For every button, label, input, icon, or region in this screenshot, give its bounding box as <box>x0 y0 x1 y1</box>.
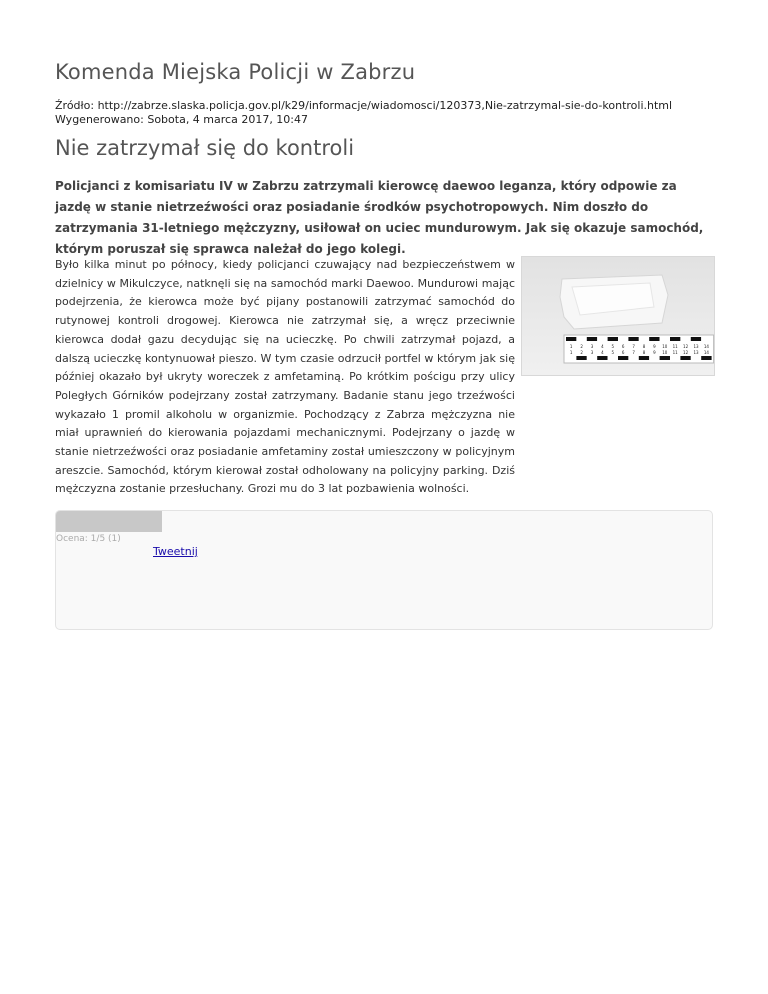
ruler-segment-bottom <box>660 356 670 360</box>
ruler-number: 5 <box>611 344 615 349</box>
ruler-number-bottom: 10 <box>662 350 668 355</box>
ruler-segment-top <box>691 337 701 341</box>
ruler-number-bottom: 3 <box>590 350 594 355</box>
ruler-number: 7 <box>632 344 635 349</box>
ruler-number-bottom: 5 <box>611 350 615 355</box>
ruler-segment-top <box>587 337 597 341</box>
ruler-segment-bottom <box>608 356 618 360</box>
ruler-number: 8 <box>642 344 646 349</box>
ruler-number: 11 <box>672 344 678 349</box>
evidence-photo[interactable] <box>521 256 715 376</box>
ruler-number-bottom: 9 <box>653 350 656 355</box>
ruler-segment-bottom <box>576 356 586 360</box>
ruler-number-bottom: 8 <box>642 350 646 355</box>
ruler-number-bottom: 14 <box>703 350 709 355</box>
ruler-number: 4 <box>601 344 604 349</box>
ruler-segment-bottom <box>628 356 638 360</box>
generated-date: Wygenerowano: Sobota, 4 marca 2017, 10:47 <box>55 113 309 126</box>
ruler-number-bottom: 11 <box>672 350 678 355</box>
ruler-number: 9 <box>653 344 656 349</box>
rating-label: Ocena: 1/5 (1) <box>56 534 121 544</box>
ruler-number-bottom: 1 <box>569 350 573 355</box>
ruler-segment-bottom <box>680 356 690 360</box>
ruler-segment-bottom <box>639 356 649 360</box>
ruler-number-bottom: 7 <box>632 350 635 355</box>
ruler-segment-top <box>597 337 607 341</box>
ruler-segment-bottom <box>587 356 597 360</box>
ruler-segment-top <box>639 337 649 341</box>
tweet-link[interactable]: Tweetnij <box>153 545 198 558</box>
ruler-number: 1 <box>569 344 573 349</box>
site-title: Komenda Miejska Policji w Zabrzu <box>55 60 416 84</box>
ruler-segment-top <box>628 337 638 341</box>
rating-stars[interactable] <box>56 511 162 532</box>
article-meta <box>55 99 672 127</box>
ruler-number: 6 <box>621 344 625 349</box>
ruler-number: 3 <box>590 344 594 349</box>
ruler-segment-top <box>576 337 586 341</box>
ruler-number: 2 <box>580 344 583 349</box>
ruler-segment-top <box>660 337 670 341</box>
article-title: Nie zatrzymał się do kontroli <box>55 136 355 160</box>
article-body: Było kilka minut po północy, kiedy policjanci czuwający nad bezpieczeństwem w dzielnicy w Mikulczyce, natknęli się na samochód marki Daewoo. Mundurowi mając podejrzenia, że kierowca może być pijany postanowili zatrzymać samochód do rutynowej kontroli drogowej. Kierowca nie zatrzymał się, a wręcz przeciwnie kierowca dodał gazu decydując się na ucieczkę. Po chwili zatrzymał pojazd, a dalszą ucieczkę kontynuował pieszo. W tym czasie odrzucił portfel w którym jak się później okazało był ukryty woreczek z amfetaminą. Po krótkim pościgu przy ulicy Poległych Górników podejrzany został zatrzymany. Badanie stanu jego trzeźwości wykazało 1 promil alkoholu w organizmie. Pochodzący z Zabrza mężczyzna nie miał uprawnień do kierowania pojazdami mechanicznymi. Podejrzany o jazdę w stanie nietrzeźwości oraz posiadanie amfetaminy został umieszczony w policyjnym areszcie. Samochód, którym kierował został odholowany na policyjny parking. Dziś mężczyzna zostanie przesłuchany. Grozi mu do 3 lat pozbawienia wolności. <box>55 258 515 496</box>
ruler-segment-top <box>618 337 628 341</box>
article-lead: Policjanci z komisariatu IV w Zabrzu zatrzymali kierowcę daewoo leganza, który odpowie za jazdę w stanie nietrzeźwości oraz posiadanie środków psychotropowych. Nim doszło do zatrzymania 31-letniego mężczyzny, usiłował on uciec mundurowym. Jak się okazuje samochód, którym poruszał się sprawca należał do jego kolegi. <box>55 179 704 256</box>
ruler-number: 10 <box>662 344 668 349</box>
rating-panel <box>55 510 713 630</box>
measurement-ruler <box>564 335 714 363</box>
ruler-segment-bottom <box>618 356 628 360</box>
ruler-segment-bottom <box>566 356 576 360</box>
ruler-number-bottom: 13 <box>693 350 699 355</box>
ruler-segment-top <box>670 337 680 341</box>
ruler-number-bottom: 4 <box>601 350 604 355</box>
ruler-segment-top <box>566 337 576 341</box>
ruler-segment-bottom <box>597 356 607 360</box>
source-url: Źródło: http://zabrze.slaska.policja.gov.pl/k29/informacje/wiadomosci/120373,Nie-zatrzymal-sie-do-kontroli.html <box>55 99 673 112</box>
ruler-number: 13 <box>693 344 699 349</box>
ruler-segment-bottom <box>649 356 659 360</box>
ruler-segment-bottom <box>670 356 680 360</box>
ruler-segment-top <box>701 337 711 341</box>
ruler-segment-top <box>649 337 659 341</box>
ruler-segment-top <box>680 337 690 341</box>
ruler-segment-bottom <box>691 356 701 360</box>
ruler-number-bottom: 6 <box>621 350 625 355</box>
ruler-number: 12 <box>683 344 689 349</box>
ruler-segment-bottom <box>701 356 711 360</box>
ruler-number-bottom: 12 <box>683 350 689 355</box>
ruler-segment-top <box>608 337 618 341</box>
ruler-number: 14 <box>703 344 709 349</box>
evidence-photo-image <box>522 257 714 375</box>
ruler-number-bottom: 2 <box>580 350 583 355</box>
